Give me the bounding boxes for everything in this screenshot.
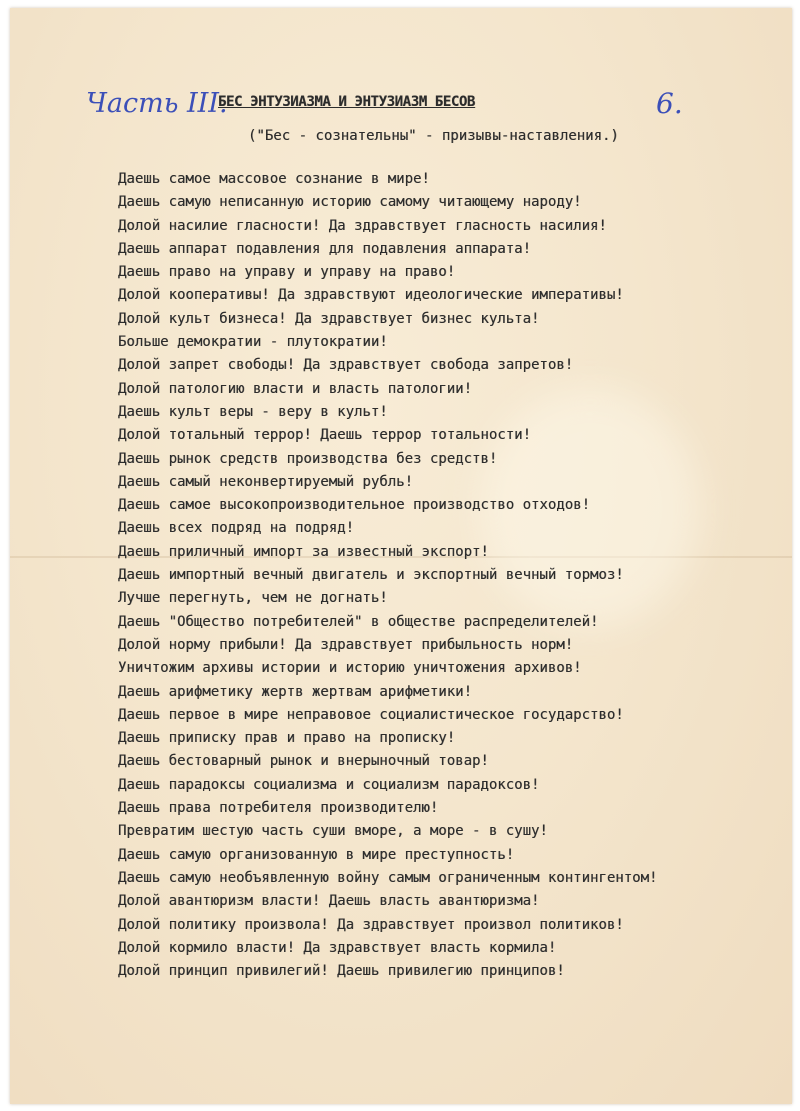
- slogan-line: Даешь самую необъявленную войну самым ограниченным контингентом!: [118, 869, 658, 886]
- slogan-line: Даешь самое высокопроизводительное производство отходов!: [118, 497, 591, 514]
- slogan-line: Даешь импортный вечный двигатель и экспортный вечный тормоз!: [118, 567, 624, 584]
- slogan-line: Долой культ бизнеса! Да здравствует бизнес культа!: [118, 310, 540, 327]
- slogan-line: Даешь приличный импорт за известный экспорт!: [118, 543, 489, 560]
- handwritten-part-label: Часть III.: [86, 88, 228, 119]
- slogan-line: Даешь самую организованную в мире преступность!: [118, 846, 515, 863]
- slogan-line: Лучше перегнуть, чем не догнать!: [118, 590, 388, 607]
- slogan-line: Долой кооперативы! Да здравствуют идеологические императивы!: [118, 287, 624, 304]
- slogan-line: Долой авантюризм власти! Даешь власть авантюризма!: [118, 893, 540, 910]
- slogan-line: Даешь приписку прав и право на прописку!: [118, 730, 456, 747]
- page-subtitle: ("Бес - сознательны" - призывы-наставления.): [248, 128, 619, 144]
- slogan-line: Долой политику произвола! Да здравствует произвол политиков!: [118, 916, 624, 933]
- handwritten-page-number: 6.: [656, 87, 683, 120]
- page-title: БЕС ЭНТУЗИАЗМА И ЭНТУЗИАЗМ БЕСОВ: [218, 94, 475, 110]
- slogan-line: Даешь первое в мире неправовое социалистическое государство!: [118, 706, 624, 723]
- slogan-line: Уничтожим архивы истории и историю уничтожения архивов!: [118, 660, 582, 677]
- slogan-line: Даешь права потребителя производителю!: [118, 800, 439, 817]
- slogan-list: [118, 168, 657, 983]
- slogan-line: Долой принцип привилегий! Даешь привилегию принципов!: [118, 963, 565, 980]
- slogan-line: Больше демократии - плутократии!: [118, 334, 388, 351]
- slogan-line: Долой кормило власти! Да здравствует власть кормила!: [118, 939, 557, 956]
- slogan-line: Долой норму прибыли! Да здравствует прибыльность норм!: [118, 636, 574, 653]
- slogan-line: Даешь парадоксы социализма и социализм парадоксов!: [118, 776, 540, 793]
- slogan-line: Даешь самую неписанную историю самому читающему народу!: [118, 194, 582, 211]
- slogan-line: Даешь самый неконвертируемый рубль!: [118, 473, 414, 490]
- slogan-line: Превратим шестую часть суши вморе, а море - в сушу!: [118, 823, 548, 840]
- slogan-line: Даешь всех подряд на подряд!: [118, 520, 355, 537]
- slogan-line: Даешь самое массовое сознание в мире!: [118, 171, 430, 187]
- typewritten-page: [10, 8, 792, 1104]
- slogan-line: Даешь право на управу и управу на право!: [118, 264, 456, 281]
- slogan-line: Даешь "Общество потребителей" в обществе распределителей!: [118, 613, 599, 630]
- slogan-line: Даешь рынок средств производства без средств!: [118, 450, 498, 467]
- slogan-line: Долой запрет свободы! Да здравствует свобода запретов!: [118, 357, 574, 374]
- slogan-line: Даешь аппарат подавления для подавления аппарата!: [118, 240, 532, 257]
- slogan-line: Долой патологию власти и власть патологии!: [118, 380, 473, 397]
- slogan-line: Долой насилие гласности! Да здравствует гласность насилия!: [118, 217, 607, 234]
- slogan-line: Даешь культ веры - веру в культ!: [118, 403, 388, 420]
- slogan-line: Долой тотальный террор! Даешь террор тотальности!: [118, 427, 532, 444]
- slogan-line: Даешь арифметику жертв жертвам арифметики!: [118, 683, 473, 700]
- slogan-line: Даешь бестоварный рынок и внерыночный товар!: [118, 753, 489, 770]
